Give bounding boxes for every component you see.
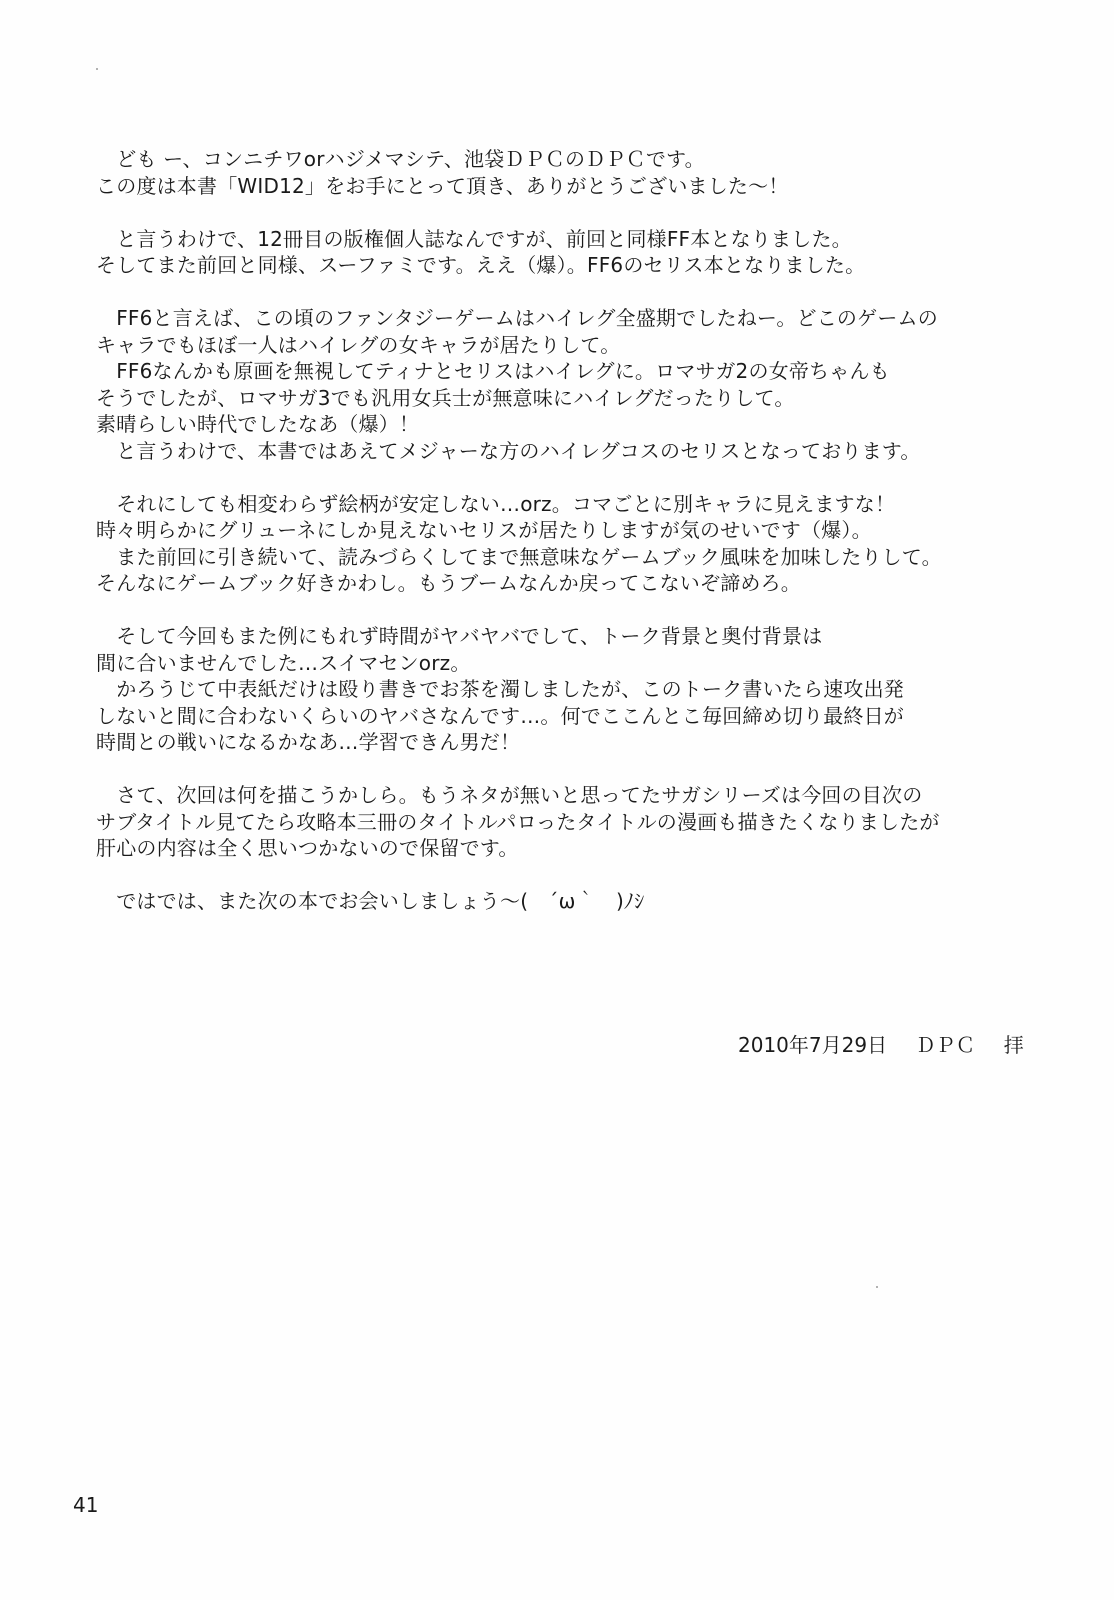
text-line: FF6なんかも原画を無視してティナとセリスはハイレグに。ロマサガ2の女帝ちゃんも — [96, 359, 890, 383]
text-line: そんなにゲームブック好きかわし。もうブームなんか戻ってこないぞ諦めろ。 — [96, 571, 801, 595]
text-line: と言うわけで、本書ではあえてメジャーな方のハイレグコスのセリスとなっております。 — [96, 438, 921, 463]
paragraph-art-style — [96, 491, 1056, 597]
signature-author: ＤＰＣ 拝 — [915, 1033, 1024, 1057]
paragraph-farewell — [96, 888, 1056, 915]
paragraph-book-intro — [96, 226, 1056, 279]
signature-date: 2010年7月29日 — [738, 1033, 888, 1057]
text-line: かろうじて中表紙だけは殴り書きでお茶を濁しましたが、このトーク書いたら速攻出発 — [96, 677, 904, 701]
text-line: そしてまた前回と同様、スーファミです。ええ（爆）。FF6のセリス本となりました。 — [96, 253, 866, 277]
text-line: ではでは、また次の本でお会いしましょう～( ´ω｀ )ﾉｼ — [96, 889, 645, 913]
text-line: ども ー、コンニチワorハジメマシテ、池袋ＤＰＣのＤＰＣです。 — [96, 147, 705, 171]
page-number: 41 — [73, 1493, 99, 1517]
text-line: 素晴らしい時代でしたなあ（爆）！ — [96, 412, 420, 436]
text-line: それにしても相変わらず絵柄が安定しない…orz。コマごとに別キャラに見えますな！ — [96, 491, 896, 516]
text-line: また前回に引き続いて、読みづらくしてまで無意味なゲームブック風味を加味したりして。 — [96, 544, 942, 569]
text-line: そうでしたが、ロマサガ3でも汎用女兵士が無意味にハイレグだったりして。 — [96, 385, 795, 410]
text-line: 時々明らかにグリューネにしか見えないセリスが居たりしますが気のせいです（爆）。 — [96, 518, 872, 542]
paragraph-next-book — [96, 782, 1056, 862]
paragraph-greeting — [96, 146, 1056, 199]
scan-speck — [96, 68, 98, 70]
text-line: しないと間に合わないくらいのヤバさなんです…。何でここんとこ毎回締め切り最終日が — [96, 703, 904, 728]
text-line: 時間との戦いになるかなあ…学習できん男だ！ — [96, 730, 521, 754]
text-line: サブタイトル見てたら攻略本三冊のタイトルパロったタイトルの漫画も描きたくなりましたが — [96, 809, 940, 834]
text-line: と言うわけで、12冊目の版権個人誌なんですが、前回と同様FF本となりました。 — [96, 226, 852, 251]
paragraph-ff6-highleg — [96, 305, 1056, 464]
paragraph-deadline — [96, 623, 1056, 756]
text-line: FF6と言えば、この頃のファンタジーゲームはハイレグ全盛期でしたねー。どこのゲームの — [96, 306, 938, 330]
text-line: キャラでもほぼ一人はハイレグの女キャラが居たりして。 — [96, 332, 621, 357]
text-line: 肝心の内容は全く思いつかないので保留です。 — [96, 836, 519, 860]
text-line: 間に合いませんでした…スイマセンorz。 — [96, 650, 471, 675]
afterword-text — [96, 146, 1056, 941]
text-line: この度は本書「WID12」をお手にとって頂き、ありがとうございました～！ — [96, 173, 789, 198]
text-line: そして今回もまた例にもれず時間がヤバヤバでして、トーク背景と奥付背景は — [96, 624, 823, 648]
signature — [738, 1032, 1024, 1058]
scan-speck — [876, 1286, 878, 1288]
text-line: さて、次回は何を描こうかしら。もうネタが無いと思ってたサガシリーズは今回の目次の — [96, 783, 923, 807]
